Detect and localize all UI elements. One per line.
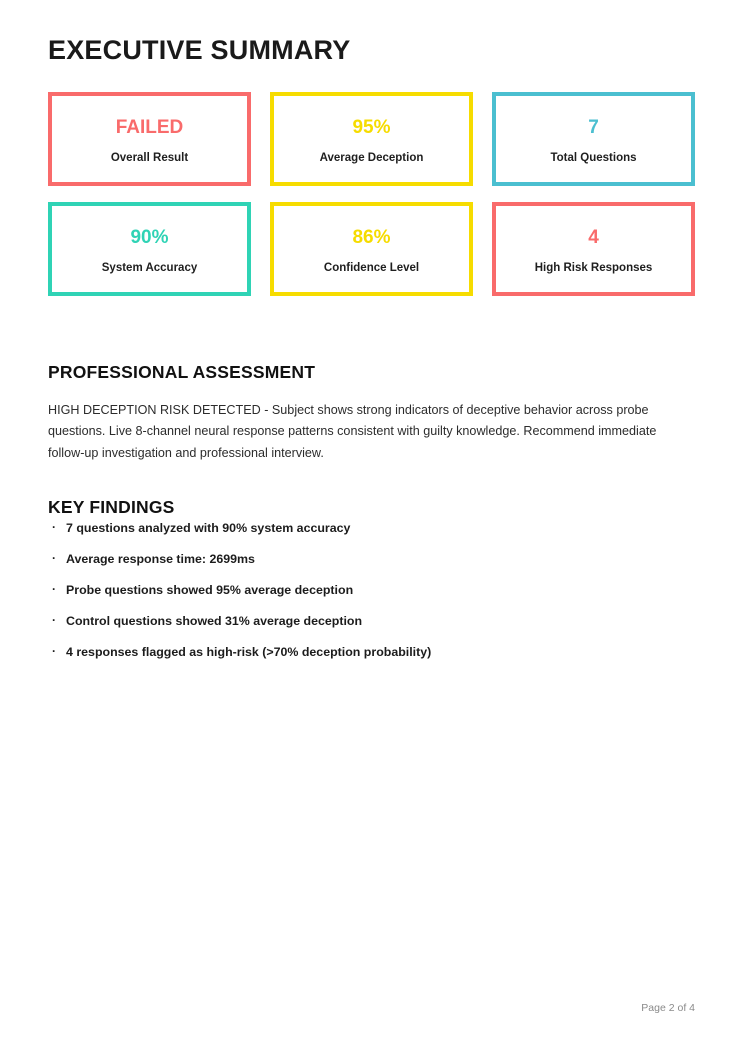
- bullet-icon: ·: [52, 643, 56, 658]
- key-finding-text: Control questions showed 31% average deception: [66, 613, 363, 628]
- summary-card-value: 4: [588, 226, 599, 248]
- page-footer: Page 2 of 4: [641, 1002, 695, 1014]
- bullet-icon: ·: [52, 550, 56, 565]
- professional-assessment-heading: PROFESSIONAL ASSESSMENT: [48, 361, 316, 382]
- summary-card: [48, 92, 251, 186]
- key-finding-text: Probe questions showed 95% average deception: [66, 582, 354, 597]
- summary-card: [270, 92, 473, 186]
- summary-card: [492, 202, 695, 296]
- bullet-icon: ·: [52, 612, 56, 627]
- summary-card-label: Average Deception: [319, 152, 424, 165]
- key-finding-text: 4 responses flagged as high-risk (>70% deception probability): [66, 644, 432, 659]
- summary-card-grid: [48, 92, 696, 296]
- summary-card-value: 95%: [352, 116, 391, 138]
- summary-card-value: 7: [588, 116, 599, 138]
- summary-card-label: High Risk Responses: [534, 262, 653, 275]
- page-title: EXECUTIVE SUMMARY: [48, 35, 351, 66]
- key-finding-item: [48, 521, 696, 536]
- bullet-icon: ·: [52, 581, 56, 596]
- bullet-icon: ·: [52, 520, 56, 534]
- key-finding-item: [48, 552, 696, 567]
- summary-card-label: Confidence Level: [323, 262, 420, 275]
- key-finding-item: [48, 645, 696, 660]
- key-finding-item: [48, 614, 696, 629]
- summary-card: [48, 202, 251, 296]
- key-findings-heading: KEY FINDINGS: [48, 496, 175, 517]
- summary-card-label: Overall Result: [110, 152, 189, 165]
- summary-card-label: System Accuracy: [101, 262, 198, 275]
- summary-card-label: Total Questions: [550, 152, 637, 165]
- summary-card-value: 90%: [130, 226, 169, 248]
- summary-card-value: 86%: [352, 226, 391, 248]
- key-finding-item: [48, 583, 696, 598]
- key-finding-text: 7 questions analyzed with 90% system accuracy: [66, 521, 351, 535]
- summary-card: [270, 202, 473, 296]
- summary-card: [492, 92, 695, 186]
- key-findings-list: [48, 521, 696, 675]
- professional-assessment-body: HIGH DECEPTION RISK DETECTED - Subject shows strong indicators of deceptive behavior across probe questions. Live 8-channel neural response patterns consistent with guilty knowledge. Recommend immediate follow-up investigation and professional interview.: [48, 402, 657, 460]
- key-finding-text: Average response time: 2699ms: [66, 551, 255, 566]
- summary-card-value: FAILED: [115, 116, 184, 138]
